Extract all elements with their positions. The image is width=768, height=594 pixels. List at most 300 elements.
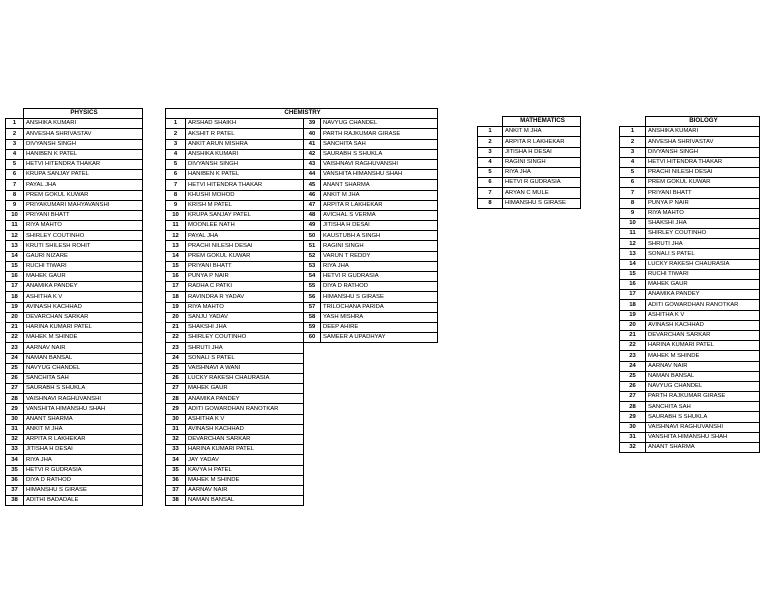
serial-number — [304, 435, 321, 445]
student-name: RADHA C PATKI — [186, 282, 304, 292]
serial-number: 4 — [478, 157, 503, 167]
student-name: ANKIT M JHA — [24, 424, 143, 434]
serial-number: 22 — [620, 341, 646, 351]
serial-number: 9 — [166, 200, 186, 210]
student-name: VANSHITA HIMANSHU SHAH — [24, 404, 143, 414]
serial-number: 7 — [6, 180, 24, 190]
table-row — [166, 485, 438, 495]
student-name: RIYA JHA — [321, 261, 438, 271]
serial-number: 13 — [166, 241, 186, 251]
serial-number: 23 — [6, 343, 24, 353]
student-name — [321, 424, 438, 434]
student-name: RAGINI SINGH — [321, 241, 438, 251]
table-row — [620, 351, 760, 361]
student-name: SHRUTI JHA — [646, 239, 760, 249]
table-row — [6, 343, 143, 353]
student-name: ANSHIKA KUMARI — [646, 127, 760, 137]
student-name — [321, 496, 438, 506]
table-row — [166, 119, 438, 129]
table-row — [166, 333, 438, 343]
student-name: AVINASH KACHHAD — [186, 424, 304, 434]
chemistry-header-row — [166, 109, 438, 119]
table-row — [166, 272, 438, 282]
serial-number: 60 — [304, 333, 321, 343]
table-row — [620, 188, 760, 198]
serial-number: 31 — [166, 424, 186, 434]
student-name: HARINA KUMARI PATEL — [24, 322, 143, 332]
table-row — [620, 259, 760, 269]
serial-number: 18 — [620, 300, 646, 310]
table-row — [620, 361, 760, 371]
student-name: RUCHI TIWARI — [646, 269, 760, 279]
student-name: SONALI S PATEL — [646, 249, 760, 259]
serial-number: 50 — [304, 231, 321, 241]
student-name: MAHEK M SHINDE — [24, 333, 143, 343]
table-row — [6, 363, 143, 373]
student-name: KHUSHI MOHOD — [186, 190, 304, 200]
serial-number: 30 — [620, 422, 646, 432]
student-name: SANCHITA SAH — [321, 139, 438, 149]
serial-number: 15 — [620, 269, 646, 279]
chemistry-rows — [166, 119, 438, 506]
serial-number: 23 — [166, 343, 186, 353]
table-row — [166, 363, 438, 373]
student-name: VAISHNAVI A WANI — [186, 363, 304, 373]
serial-number: 33 — [6, 445, 24, 455]
table-row — [166, 261, 438, 271]
table-row — [620, 392, 760, 402]
table-row — [6, 496, 143, 506]
table-row — [6, 333, 143, 343]
table-row — [478, 198, 581, 208]
student-name: PREM GOKUL KUWAR — [186, 251, 304, 261]
serial-number: 47 — [304, 200, 321, 210]
student-name: RIYA MAHTO — [24, 221, 143, 231]
student-name: RIYA MAHTO — [186, 302, 304, 312]
serial-number: 22 — [6, 333, 24, 343]
table-row — [6, 221, 143, 231]
student-name: PARTH RAJKUMAR GIRASE — [321, 129, 438, 139]
student-name: SAURABH S SHUKLA — [321, 149, 438, 159]
student-name — [321, 435, 438, 445]
serial-number: 51 — [304, 241, 321, 251]
serial-number: 27 — [620, 392, 646, 402]
student-name: PRIYANI BHATT — [24, 210, 143, 220]
serial-number: 5 — [166, 159, 186, 169]
table-row — [166, 221, 438, 231]
table-row — [620, 239, 760, 249]
table-row — [6, 159, 143, 169]
serial-number: 15 — [6, 261, 24, 271]
student-name — [321, 475, 438, 485]
table-row — [6, 119, 143, 129]
serial-number: 17 — [6, 282, 24, 292]
serial-number: 28 — [620, 402, 646, 412]
table-row — [166, 435, 438, 445]
serial-number: 8 — [478, 198, 503, 208]
serial-number: 16 — [6, 272, 24, 282]
student-name: JAY YADAV — [186, 455, 304, 465]
table-row — [6, 302, 143, 312]
serial-number: 40 — [304, 129, 321, 139]
serial-number: 43 — [304, 159, 321, 169]
student-name: ADITHI BADADALE — [24, 496, 143, 506]
serial-number: 19 — [6, 302, 24, 312]
serial-number — [304, 404, 321, 414]
table-row — [620, 330, 760, 340]
biology-header-row — [620, 117, 760, 127]
serial-number: 41 — [304, 139, 321, 149]
table-row — [6, 435, 143, 445]
student-name: ANAMIKA PANDEY — [186, 394, 304, 404]
serial-number: 10 — [620, 218, 646, 228]
table-row — [620, 127, 760, 137]
serial-number: 58 — [304, 312, 321, 322]
student-name: ANANT SHARMA — [24, 414, 143, 424]
serial-number: 28 — [6, 394, 24, 404]
student-name: AKSHIT R PATEL — [186, 129, 304, 139]
serial-number: 31 — [620, 432, 646, 442]
student-name: HARINA KUMARI PATEL — [646, 341, 760, 351]
student-name — [321, 363, 438, 373]
student-name: VAISHNAVI RAGHUVANSHI — [321, 159, 438, 169]
table-row — [166, 139, 438, 149]
biology-title: BIOLOGY — [646, 117, 760, 127]
student-name: ANKIT M JHA — [503, 127, 581, 137]
student-name — [321, 404, 438, 414]
serial-number: 21 — [166, 322, 186, 332]
table-row — [6, 445, 143, 455]
serial-number: 14 — [6, 251, 24, 261]
serial-number: 3 — [6, 139, 24, 149]
serial-number: 46 — [304, 190, 321, 200]
student-name: PUNYA P NAIR — [646, 198, 760, 208]
student-name: MAHEK GAUR — [186, 384, 304, 394]
serial-number — [304, 465, 321, 475]
table-row — [620, 443, 760, 453]
serial-number: 24 — [166, 353, 186, 363]
student-name: SONALI S PATEL — [186, 353, 304, 363]
student-name: LUCKY RAKESH CHAURASIA — [186, 373, 304, 383]
serial-number: 1 — [166, 119, 186, 129]
student-name: PARTH RAJKUMAR GIRASE — [646, 392, 760, 402]
serial-number: 25 — [166, 363, 186, 373]
table-row — [166, 373, 438, 383]
serial-number: 19 — [166, 302, 186, 312]
table-row — [166, 322, 438, 332]
table-row — [620, 310, 760, 320]
student-name: PRACHI NILESH DESAI — [646, 167, 760, 177]
table-row — [166, 149, 438, 159]
serial-number: 10 — [6, 210, 24, 220]
student-name: RIYA JHA — [24, 455, 143, 465]
serial-number: 11 — [620, 229, 646, 239]
student-name: ARPITA R LAKHEKAR — [321, 200, 438, 210]
student-name: MAHEK M SHINDE — [186, 475, 304, 485]
serial-number: 24 — [6, 353, 24, 363]
serial-number: 28 — [166, 394, 186, 404]
serial-number: 3 — [620, 147, 646, 157]
serial-number: 2 — [620, 137, 646, 147]
table-row — [166, 475, 438, 485]
serial-number: 17 — [620, 290, 646, 300]
student-name: GAURI NIZARE — [24, 251, 143, 261]
serial-number: 7 — [478, 188, 503, 198]
table-row — [620, 249, 760, 259]
table-row — [166, 414, 438, 424]
table-row — [620, 178, 760, 188]
student-name — [321, 445, 438, 455]
student-name: ANKIT ARUN MISHRA — [186, 139, 304, 149]
serial-number: 54 — [304, 272, 321, 282]
student-name: AVINASH KACHHAD — [646, 320, 760, 330]
table-row — [166, 465, 438, 475]
student-name — [321, 455, 438, 465]
serial-number: 20 — [620, 320, 646, 330]
student-name: SAMEER A UPADHYAY — [321, 333, 438, 343]
student-name: RAGINI SINGH — [503, 157, 581, 167]
table-row — [620, 422, 760, 432]
serial-number: 3 — [166, 139, 186, 149]
table-row — [6, 404, 143, 414]
table-row — [620, 412, 760, 422]
student-name: PRIYANI BHATT — [186, 261, 304, 271]
table-row — [6, 241, 143, 251]
student-name: HETVI HITENDRA THAKAR — [646, 157, 760, 167]
serial-number: 14 — [166, 251, 186, 261]
student-name: MAHEK M SHINDE — [646, 351, 760, 361]
student-name: AARNAV NAIR — [186, 485, 304, 495]
student-name: VARUN T REDDY — [321, 251, 438, 261]
student-name — [321, 485, 438, 495]
serial-number: 1 — [6, 119, 24, 129]
table-row — [478, 137, 581, 147]
student-name: VAISHNAVI RAGHUVANSHI — [646, 422, 760, 432]
serial-number — [304, 485, 321, 495]
serial-number: 23 — [620, 351, 646, 361]
student-name: NAMAN BANSAL — [186, 496, 304, 506]
table-row — [6, 170, 143, 180]
serial-number: 37 — [166, 485, 186, 495]
serial-number: 24 — [620, 361, 646, 371]
student-name: ASHITHA K V — [24, 292, 143, 302]
table-row — [166, 424, 438, 434]
student-name: NAVYUG CHANDEL — [321, 119, 438, 129]
table-row — [166, 312, 438, 322]
chemistry-table — [165, 108, 438, 506]
table-row — [620, 320, 760, 330]
student-name: RIYA JHA — [503, 167, 581, 177]
student-name: ANAMIKA PANDEY — [646, 290, 760, 300]
table-row — [478, 188, 581, 198]
serial-number: 27 — [6, 384, 24, 394]
serial-number: 4 — [620, 157, 646, 167]
table-row — [6, 180, 143, 190]
student-name: DEVARCHAN SARKAR — [24, 312, 143, 322]
serial-number: 18 — [6, 292, 24, 302]
table-row — [620, 269, 760, 279]
student-name: ANSHIKA KUMARI — [24, 119, 143, 129]
student-name: ANVESHA SHRIVASTAV — [646, 137, 760, 147]
table-row — [6, 455, 143, 465]
student-name: PRACHI NILESH DESAI — [186, 241, 304, 251]
student-name: YASH MISHRA — [321, 312, 438, 322]
student-name: AVINASH KACHHAD — [24, 302, 143, 312]
serial-number: 9 — [6, 200, 24, 210]
serial-number: 25 — [6, 363, 24, 373]
serial-number: 42 — [304, 149, 321, 159]
student-name: SHIRLEY COUTINHO — [646, 229, 760, 239]
student-name: DIVYANSH SINGH — [646, 147, 760, 157]
student-name: MAHEK GAUR — [646, 280, 760, 290]
serial-number: 56 — [304, 292, 321, 302]
student-name: SHIRLEY COUTINHO — [186, 333, 304, 343]
serial-number: 9 — [620, 208, 646, 218]
serial-number: 12 — [166, 231, 186, 241]
table-row — [166, 302, 438, 312]
serial-number — [304, 455, 321, 465]
serial-number: 30 — [6, 414, 24, 424]
table-row — [620, 432, 760, 442]
table-row — [478, 157, 581, 167]
table-row — [620, 147, 760, 157]
serial-number — [304, 414, 321, 424]
student-name: HANIBEN K PATEL — [24, 149, 143, 159]
serial-number: 12 — [620, 239, 646, 249]
student-name: ADITI GOWARDHAN RANOTKAR — [186, 404, 304, 414]
serial-number: 16 — [166, 272, 186, 282]
student-name: HETVI R GUDRASIA — [321, 272, 438, 282]
student-name: HIMANSHU S GIRASE — [503, 198, 581, 208]
student-name: HARINA KUMARI PATEL — [186, 445, 304, 455]
serial-number: 29 — [166, 404, 186, 414]
student-name: NAVYUG CHANDEL — [24, 363, 143, 373]
table-row — [6, 353, 143, 363]
serial-number: 31 — [6, 424, 24, 434]
mathematics-title: MATHEMATICS — [503, 117, 581, 127]
table-row — [166, 292, 438, 302]
table-row — [620, 300, 760, 310]
physics-rows — [6, 119, 143, 506]
serial-number: 29 — [6, 404, 24, 414]
student-name: KAVYA H PATEL — [186, 465, 304, 475]
table-row — [6, 210, 143, 220]
serial-number: 17 — [166, 282, 186, 292]
student-name: HETVI R GUDRASIA — [503, 178, 581, 188]
serial-number: 21 — [6, 322, 24, 332]
student-name: PRIYANI BHATT — [646, 188, 760, 198]
student-name: LUCKY RAKESH CHAURASIA — [646, 259, 760, 269]
student-name: RAVINDRA R YADAV — [186, 292, 304, 302]
serial-number: 26 — [166, 373, 186, 383]
serial-number: 8 — [620, 198, 646, 208]
table-row — [6, 139, 143, 149]
serial-number: 7 — [166, 180, 186, 190]
student-name: JITISHA H DESAI — [321, 221, 438, 231]
student-name — [321, 373, 438, 383]
table-row — [166, 496, 438, 506]
table-row — [6, 373, 143, 383]
student-name: RUCHI TIWARI — [24, 261, 143, 271]
student-name: MAHEK GAUR — [24, 272, 143, 282]
student-name: JITISHA H DESAI — [24, 445, 143, 455]
table-row — [166, 384, 438, 394]
table-row — [620, 229, 760, 239]
student-name: DEVARCHAN SARKAR — [186, 435, 304, 445]
student-name: ARPITA R LAKHEKAR — [503, 137, 581, 147]
table-row — [166, 241, 438, 251]
biology-rows — [620, 127, 760, 453]
serial-number: 8 — [166, 190, 186, 200]
table-row — [166, 394, 438, 404]
serial-number: 6 — [166, 170, 186, 180]
student-name: SHIRLEY COUTINHO — [24, 231, 143, 241]
student-name: DEEP AHIRE — [321, 322, 438, 332]
table-row — [6, 485, 143, 495]
table-row — [6, 149, 143, 159]
table-row — [166, 170, 438, 180]
student-name: NAVYUG CHANDEL — [646, 381, 760, 391]
serial-number: 57 — [304, 302, 321, 312]
table-row — [166, 129, 438, 139]
student-name: SHAKSHI JHA — [646, 218, 760, 228]
table-row — [620, 157, 760, 167]
student-name — [321, 465, 438, 475]
student-name: HETVI R GUDRASIA — [24, 465, 143, 475]
table-row — [478, 167, 581, 177]
table-row — [166, 282, 438, 292]
student-name: HETVI HITENDRA THAKAR — [24, 159, 143, 169]
table-row — [6, 424, 143, 434]
serial-number: 34 — [166, 455, 186, 465]
serial-number: 36 — [166, 475, 186, 485]
student-name: SAURABH S SHUKLA — [646, 412, 760, 422]
student-name: SANCHITA SAH — [646, 402, 760, 412]
serial-number — [304, 445, 321, 455]
mathematics-header-row — [478, 117, 581, 127]
student-name: VANSHITA HIMANSHU SHAH — [646, 432, 760, 442]
serial-number: 52 — [304, 251, 321, 261]
student-name — [321, 394, 438, 404]
serial-number: 12 — [6, 231, 24, 241]
student-name: DIYA D RATHOD — [321, 282, 438, 292]
table-row — [6, 261, 143, 271]
serial-number: 6 — [6, 170, 24, 180]
table-row — [6, 272, 143, 282]
table-row — [620, 208, 760, 218]
table-row — [478, 147, 581, 157]
serial-number: 44 — [304, 170, 321, 180]
mathematics-table — [477, 116, 581, 209]
serial-number: 27 — [166, 384, 186, 394]
serial-number: 20 — [166, 312, 186, 322]
physics-title: PHYSICS — [24, 109, 143, 119]
serial-number: 18 — [166, 292, 186, 302]
student-name: KRUPA SANJAY PATEL — [186, 210, 304, 220]
table-row — [6, 414, 143, 424]
student-name: SAURABH S SHUKLA — [24, 384, 143, 394]
student-name: PRIYAKUMARI MAHYAVANSHI — [24, 200, 143, 210]
table-row — [166, 190, 438, 200]
student-name: MOONLEE NATH — [186, 221, 304, 231]
serial-number: 38 — [166, 496, 186, 506]
serial-number: 13 — [620, 249, 646, 259]
serial-number: 1 — [478, 127, 503, 137]
table-row — [6, 251, 143, 261]
serial-number: 35 — [166, 465, 186, 475]
student-name: KRUPA SANJAY PATEL — [24, 170, 143, 180]
serial-number: 32 — [620, 443, 646, 453]
